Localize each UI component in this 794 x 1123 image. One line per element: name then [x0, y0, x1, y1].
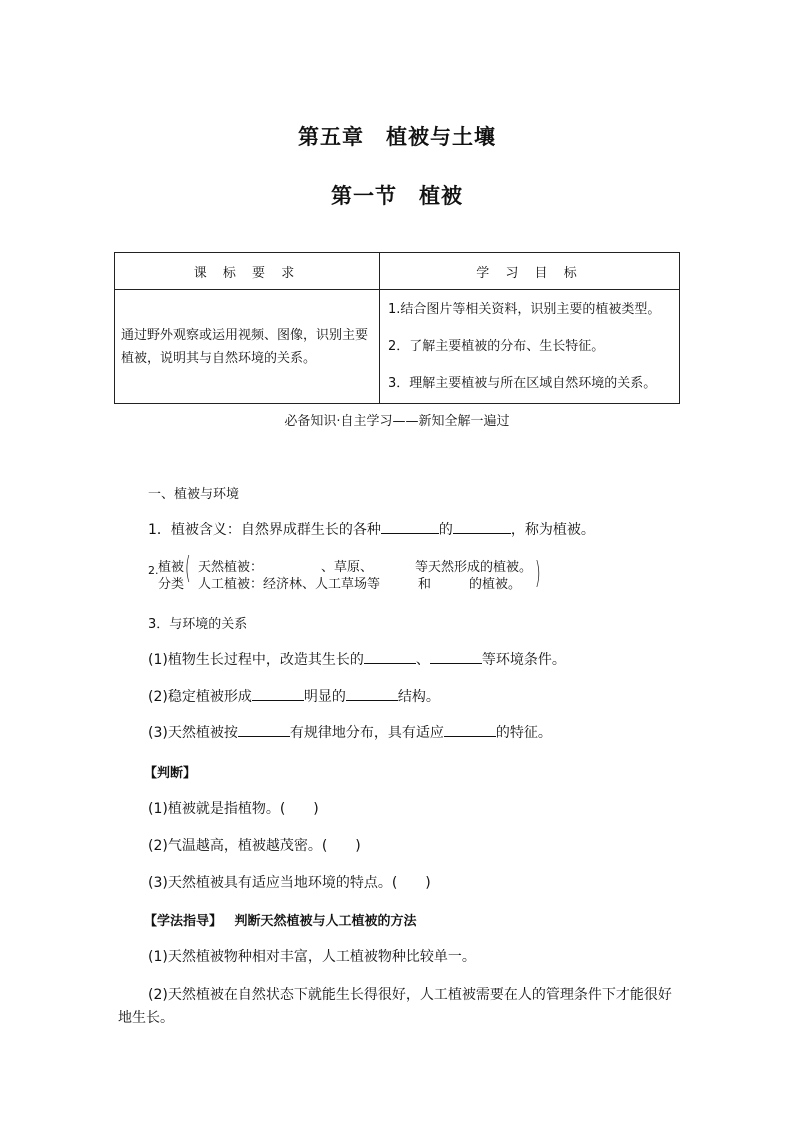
item-2-label-bottom: 分类 — [158, 577, 185, 592]
relation-2-text-a: (2)稳定植被形成 — [148, 689, 252, 705]
judge-item: (3)天然植被具有适应当地环境的特点。( ) — [148, 875, 431, 891]
item-1 — [148, 519, 595, 539]
answer-blank[interactable] — [238, 722, 290, 737]
item-1-text-c: ，称为植被。 — [510, 522, 595, 538]
relation-1-text-a: (1)植物生长过程中，改造其生长的 — [148, 652, 364, 668]
item-1-text-a: 1．植被含义：自然界成群生长的各种 — [148, 522, 381, 538]
chapter-title: 第五章 植被与土壤 — [298, 124, 496, 149]
left-brace-icon: ( — [184, 551, 191, 586]
goal-item: 3．理解主要植被与所在区域自然环境的关系。 — [388, 376, 657, 391]
method-title: 判断天然植被与人工植被的方法 — [234, 914, 417, 929]
method-paragraph-2-line-2: 地生长。 — [118, 1010, 174, 1026]
relation-2 — [148, 686, 440, 706]
answer-blank[interactable] — [444, 722, 496, 737]
item-2-number: 2. — [148, 564, 159, 577]
answer-blank[interactable] — [430, 649, 482, 664]
section-one-heading: 一、植被与环境 — [148, 487, 240, 502]
method-tag: 【学法指导】 — [144, 914, 223, 929]
judge-heading: 【判断】 — [144, 766, 197, 781]
item-2-label-top: 植被 — [158, 560, 185, 575]
goals-header: 学 习 目 标 — [380, 253, 680, 290]
item-3-heading: 3．与环境的关系 — [148, 617, 248, 632]
relation-1-text-b: 、 — [415, 652, 430, 668]
right-brace-icon: ) — [534, 556, 541, 591]
standard-text: 通过野外观察或运用视频、图像，识别主要植被，说明其与自然环境的关系。 — [115, 290, 380, 404]
natural-text-a: 天然植被： — [198, 560, 264, 575]
standards-header: 课 标 要 求 — [115, 253, 380, 290]
goal-item: 1.结合图片等相关资料，识别主要的植被类型。 — [388, 302, 661, 317]
judge-item: (1)植被就是指植物。( ) — [148, 801, 319, 817]
relation-3-text-c: 的特征。 — [495, 725, 552, 741]
item-1-text-b: 的 — [438, 522, 453, 538]
relation-2-text-b: 明显的 — [303, 689, 346, 705]
study-banner: 必备知识·自主学习——新知全解一遍过 — [284, 414, 510, 429]
answer-blank[interactable] — [364, 649, 416, 664]
method-heading — [144, 910, 417, 929]
artificial-text-a: 人工植被：经济林、人工草场等 — [198, 577, 381, 592]
answer-blank[interactable] — [252, 686, 304, 701]
relation-3 — [148, 722, 552, 742]
natural-text-b: 、草原、 — [321, 560, 374, 575]
relation-3-text-a: (3)天然植被按 — [148, 725, 238, 741]
objectives-table — [114, 252, 680, 404]
answer-blank[interactable] — [346, 686, 398, 701]
relation-3-text-b: 有规律地分布，具有适应 — [289, 725, 444, 741]
answer-blank[interactable] — [453, 519, 511, 534]
section-title: 第一节 植被 — [331, 183, 463, 208]
goal-item: 2．了解主要植被的分布、生长特征。 — [388, 339, 605, 354]
answer-blank[interactable] — [381, 519, 439, 534]
relation-2-text-c: 结构。 — [397, 689, 440, 705]
method-paragraph-2-line-1: (2)天然植被在自然状态下就能生长得很好，人工植被需要在人的管理条件下才能很好 — [148, 987, 672, 1003]
method-paragraph-1: (1)天然植被物种相对丰富，人工植被物种比较单一。 — [148, 949, 476, 965]
artificial-vegetation-line — [198, 573, 521, 592]
natural-text-c: 等天然形成的植被。 — [415, 560, 533, 575]
artificial-text-b: 和 — [418, 577, 432, 592]
relation-1-text-c: 等环境条件。 — [481, 652, 566, 668]
judge-item: (2)气温越高，植被越茂密。( ) — [148, 838, 361, 854]
goals-list — [380, 290, 680, 404]
artificial-text-c: 的植被。 — [469, 577, 522, 592]
relation-1 — [148, 649, 566, 669]
